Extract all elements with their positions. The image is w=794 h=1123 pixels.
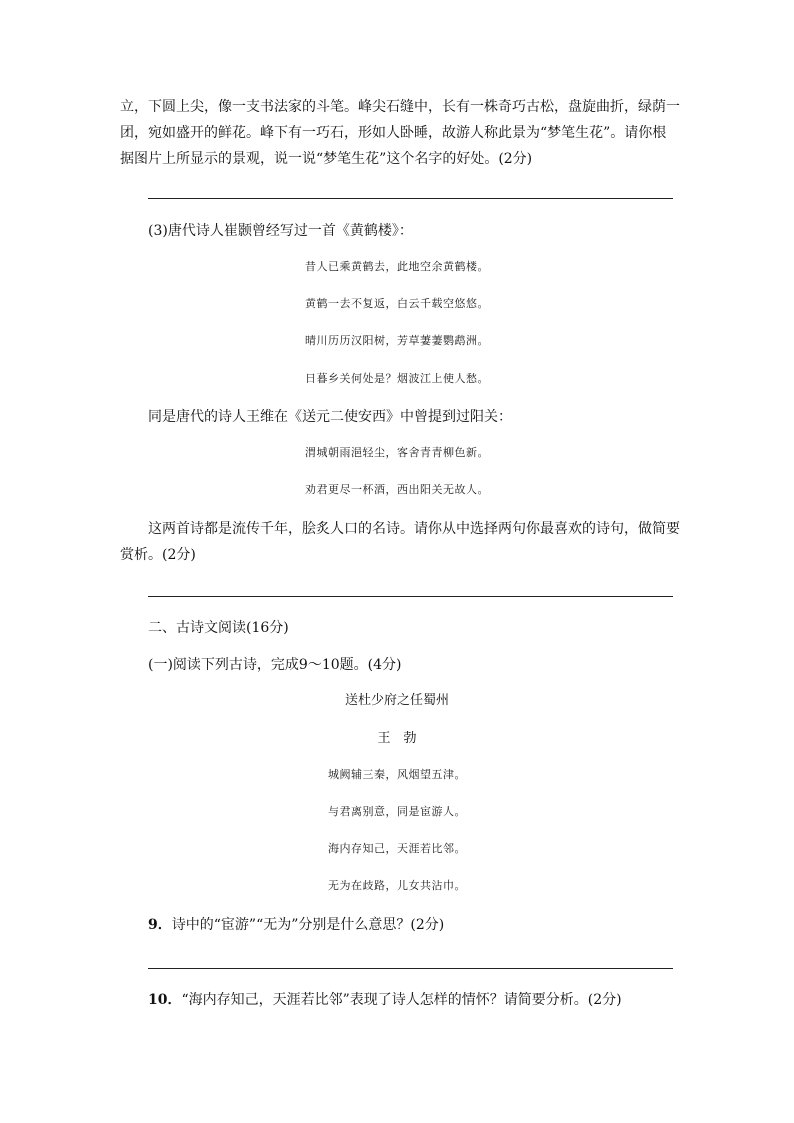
section-heading: 二、古诗文阅读(16分) xyxy=(148,620,289,636)
poem-title: 送杜少府之任蜀州 xyxy=(344,693,449,708)
question-text: 诗中的“宦游”“无为”分别是什么意思？(2分) xyxy=(171,917,445,933)
answer-line[interactable] xyxy=(148,968,673,969)
poem-line: 黄鹤一去不复返，白云千载空悠悠。 xyxy=(305,297,489,310)
question-number: 9． xyxy=(148,917,172,933)
q3-task-line-2: 赏析。(2分) xyxy=(120,547,196,563)
question-10 xyxy=(148,990,622,1010)
poem-line: 昔人已乘黄鹤去，此地空余黄鹤楼。 xyxy=(305,260,489,273)
q3-intro: (3)唐代诗人崔颢曾经写过一首《黄鹤楼》： xyxy=(148,223,413,239)
poem-line: 日暮乡关何处是？烟波江上使人愁。 xyxy=(305,372,489,385)
question-number: 10． xyxy=(148,992,182,1008)
poem-line: 城阙辅三秦，风烟望五津。 xyxy=(328,768,466,781)
intro-line-3: 据图片上所显示的景观，说一说“梦笔生花”这个名字的好处。(2分) xyxy=(120,151,533,167)
answer-line[interactable] xyxy=(148,596,673,597)
q3-task-line-1: 这两首诗都是流传千年，脍炙人口的名诗。请你从中选择两句你最喜欢的诗句，做简要 xyxy=(148,521,680,537)
poem-line: 海内存知己，天涯若比邻。 xyxy=(328,842,466,855)
poem-line: 渭城朝雨浥轻尘，客舍青青柳色新。 xyxy=(305,446,489,459)
part-intro: (一)阅读下列古诗，完成9～10题。(4分) xyxy=(148,657,402,673)
poem-line: 与君离别意，同是宦游人。 xyxy=(328,805,466,818)
answer-line[interactable] xyxy=(148,198,673,199)
question-9 xyxy=(148,915,444,935)
poem-line: 无为在歧路，儿女共沾巾。 xyxy=(328,879,466,892)
poem-line: 晴川历历汉阳树，芳草萋萋鹦鹉洲。 xyxy=(305,334,489,347)
question-text: “海内存知己，天涯若比邻”表现了诗人怎样的情怀？请简要分析。(2分) xyxy=(181,992,622,1008)
q3-bridge: 同是唐代的诗人王维在《送元二使安西》中曾提到过阳关： xyxy=(148,409,512,425)
poem-line: 劝君更尽一杯酒，西出阳关无故人。 xyxy=(305,483,489,496)
poem-author: 王 勃 xyxy=(377,731,417,746)
intro-line-2: 团，宛如盛开的鲜花。峰下有一巧石，形如人卧睡，故游人称此景为“梦笔生花”。请你根 xyxy=(120,125,667,141)
intro-line-1: 立，下圆上尖，像一支书法家的斗笔。峰尖石缝中，长有一株奇巧古松，盘旋曲折，绿荫一 xyxy=(120,99,680,115)
